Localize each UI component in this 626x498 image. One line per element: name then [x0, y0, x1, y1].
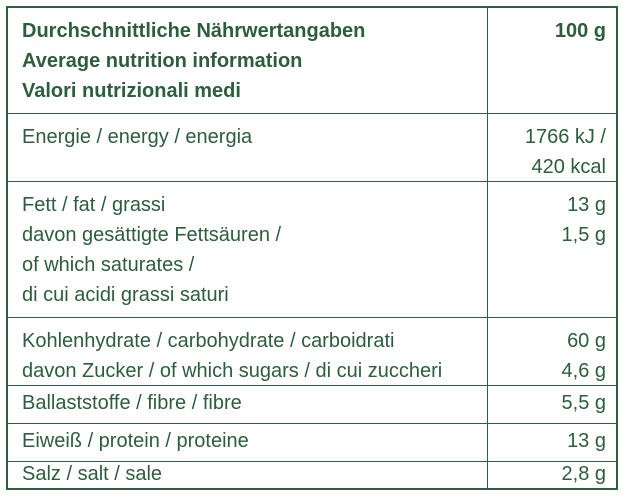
energy-label: Energie / energy / energia	[22, 126, 253, 148]
carbohydrate-value: 60 g	[567, 330, 606, 352]
energy-kj: 1766 kJ /	[524, 126, 606, 148]
salt-label: Salz / salt / sale	[22, 463, 163, 485]
fibre-value: 5,5 g	[561, 392, 606, 414]
row-carbohydrate-value	[488, 318, 616, 386]
protein-label: Eiweiß / protein / proteine	[22, 430, 249, 452]
row-protein-label	[8, 424, 488, 462]
row-fat-value	[488, 182, 616, 318]
header-value-cell	[488, 8, 616, 114]
row-protein-value	[488, 424, 616, 462]
header-value: 100 g	[554, 20, 606, 42]
sugars-label: davon Zucker / of which sugars / di cui zuccheri	[22, 360, 443, 382]
header-line-en: Average nutrition information	[22, 50, 303, 72]
saturates-label-de: davon gesättigte Fettsäuren /	[22, 224, 282, 246]
salt-value: 2,8 g	[561, 463, 606, 485]
row-carbohydrate-label	[8, 318, 488, 386]
saturates-label-it: di cui acidi grassi saturi	[22, 284, 229, 306]
fat-value: 13 g	[567, 194, 606, 216]
sugars-value: 4,6 g	[561, 360, 606, 382]
protein-value: 13 g	[567, 430, 606, 452]
row-salt-label	[8, 462, 488, 488]
row-salt-value	[488, 462, 616, 488]
row-energy-label	[8, 114, 488, 182]
row-energy-value	[488, 114, 616, 182]
fibre-label: Ballaststoffe / fibre / fibre	[22, 392, 242, 414]
row-fibre-value	[488, 386, 616, 424]
header-label-cell	[8, 8, 488, 114]
row-fibre-label	[8, 386, 488, 424]
fat-label: Fett / fat / grassi	[22, 194, 166, 216]
header-line-de: Durchschnittliche Nährwertangaben	[22, 20, 366, 42]
saturates-label-en: of which saturates /	[22, 254, 195, 276]
row-fat-label	[8, 182, 488, 318]
carbohydrate-label: Kohlenhydrate / carbohydrate / carboidrati	[22, 330, 395, 352]
saturates-value: 1,5 g	[561, 224, 606, 246]
nutrition-table	[6, 6, 618, 490]
header-line-it: Valori nutrizionali medi	[22, 80, 241, 102]
energy-kcal: 420 kcal	[531, 156, 606, 178]
